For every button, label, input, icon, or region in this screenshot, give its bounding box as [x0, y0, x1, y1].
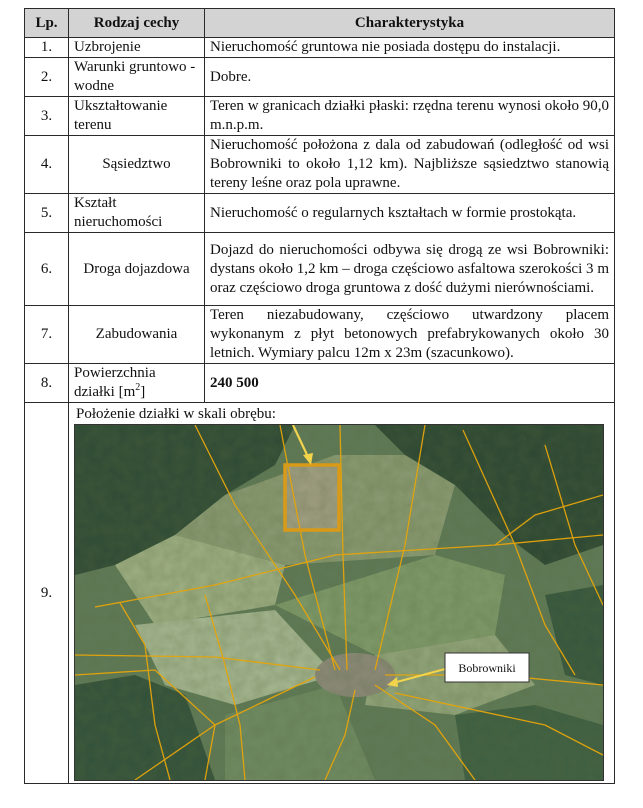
map-title: Położenie działki w skali obrębu:: [76, 406, 276, 422]
aerial-map: [74, 424, 604, 781]
row-description: Nieruchomość gruntowa nie posiada dostępu do instalacji.: [205, 38, 615, 58]
row-number: 1.: [25, 38, 69, 58]
area-value: 240 500: [205, 364, 615, 403]
row-feature: Zabudowania: [69, 306, 205, 364]
property-characteristics-table: [24, 8, 615, 784]
row-feature: Kształt nieruchomości: [69, 194, 205, 233]
row-feature: Warunki gruntowo - wodne: [69, 58, 205, 97]
row-description: Dojazd do nieruchomości odbywa się drogą ze wsi Bobrowniki: dystans około 1,2 km – droga częściowo asfaltowa szerokości 3 m oraz częściowo droga gruntowa z dość dużymi nierównościami.: [205, 233, 615, 306]
row-feature: Sąsiedztwo: [69, 136, 205, 194]
row-number: 6.: [25, 233, 69, 306]
row-feature: Ukształtowanie terenu: [69, 97, 205, 136]
table-row: [25, 136, 615, 194]
table-row: [25, 306, 615, 364]
header-lp: Lp.: [25, 9, 69, 38]
row-description: Nieruchomość położona z dala od zabudowań (odległość od wsi Bobrowniki to około 1,12 km). Najbliższe sąsiedztwo stanowią tereny leśne oraz pola uprawne.: [205, 136, 615, 194]
village-label: Bobrowniki: [458, 661, 516, 675]
table-row: [25, 58, 615, 97]
map-cell: [69, 403, 615, 784]
row-description: Nieruchomość o regularnych kształtach w formie prostokąta.: [205, 194, 615, 233]
table-row: [25, 194, 615, 233]
area-unit-superscript: 2: [135, 382, 141, 393]
area-label: Powierzchnia działki [m: [74, 365, 156, 400]
row-number: 3.: [25, 97, 69, 136]
row-number: 7.: [25, 306, 69, 364]
area-label-end: ]: [140, 384, 146, 400]
header-description: Charakterystyka: [205, 9, 615, 38]
row-feature: [69, 364, 205, 403]
row-number: 4.: [25, 136, 69, 194]
table-row: [25, 233, 615, 306]
row-feature: Droga dojazdowa: [69, 233, 205, 306]
row-number: 2.: [25, 58, 69, 97]
row-number: 8.: [25, 364, 69, 403]
aerial-map-image: [75, 425, 603, 780]
row-description: Teren niezabudowany, częściowo utwardzony placem wykonanym z płyt betonowych prefabrykowanych około 30 letnich. Wymiary palcu 12m x 23m (szacunkowo).: [205, 306, 615, 364]
table-header-row: [25, 9, 615, 38]
table-row: [25, 38, 615, 58]
table-row: [25, 364, 615, 403]
row-number: 5.: [25, 194, 69, 233]
row-number: 9.: [25, 403, 69, 784]
row-feature: Uzbrojenie: [69, 38, 205, 58]
row-description: Dobre.: [205, 58, 615, 97]
header-feature: Rodzaj cechy: [69, 9, 205, 38]
table-row-map: [25, 403, 615, 784]
row-description: Teren w granicach działki płaski: rzędna terenu wynosi około 90,0 m.n.p.m.: [205, 97, 615, 136]
table-row: [25, 97, 615, 136]
